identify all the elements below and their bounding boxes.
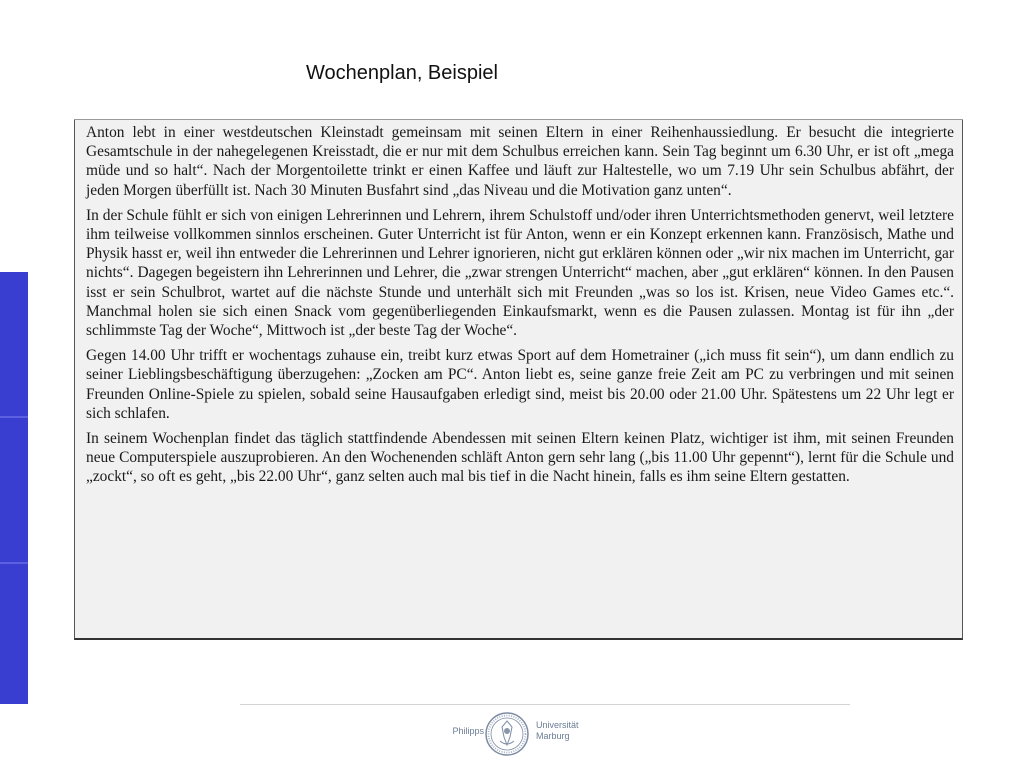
- accent-bar-divider: [0, 562, 28, 564]
- university-seal-icon: [484, 711, 530, 757]
- logo-text-universitaet: Universität: [536, 720, 579, 730]
- paragraph-3: Gegen 14.00 Uhr trifft er wochentags zuhause ein, treibt kurz etwas Sport auf dem Hometrainer („ich muss fit sein“), um dann endlich zu seiner Lieblingsbeschäftigung überzugehen: „Zocken am PC“. Anton liebt es, seine ganze freie Zeit am PC zu verbringen und mit seinen Freunden Online-Spiele zu spielen, sobald seine Hausaufgaben erledigt sind, meist bis 20.00 oder 21.00 Uhr. Spätestens um 22 Uhr legt er sich schlafen.: [86, 347, 954, 422]
- logo-text-philipps: Philipps: [452, 726, 484, 736]
- scanned-text-box: [74, 119, 963, 640]
- logo-text-university: [536, 720, 579, 742]
- paragraph-4: In seinem Wochenplan findet das täglich stattfindende Abendessen mit seinen Eltern keinen Platz, wichtiger ist ihm, mit seinen Freunden neue Computerspiele auszuprobieren. An den Wochenenden schläft Anton gern sehr lang („bis 11.00 Uhr gepennt“), lernt für die Schule und „zockt“, so oft es geht, „bis 22.00 Uhr“, ganz selten auch mal bis tief in die Nacht hinein, falls es ihm seine Eltern gestatten.: [86, 430, 954, 486]
- paragraph-2: In der Schule fühlt er sich von einigen Lehrerinnen und Lehrern, ihrem Schulstoff und/oder ihren Unterrichtsmethoden genervt, weil letztere ihm teilweise vollkommen sinnlos erscheinen. Guter Unterricht ist für Anton, wenn er ein Konzept erkennen kann. Französisch, Mathe und Physik hasst er, weil ihn entweder die Lehrerinnen und Lehrer ignorieren, nicht gut erklären können oder „wir nix machen im Unterricht, gar nichts“. Dagegen begeistern ihn Lehrerinnen und Lehrer, die „zwar strengen Unterricht“ machen, aber „gut erklären“ können. In den Pausen isst er sein Schulbrot, wartet auf die nächste Stunde und unterhält sich mit Freunden „was so los ist. Krisen, neue Video Games etc.“. Manchmal holen sie sich einen Snack vom gegenüberliegenden Einkaufsmarkt, wenn es die Pausen zulassen. Montag ist für ihn „der schlimmste Tag der Woche“, Mittwoch ist „der beste Tag der Woche“.: [86, 206, 954, 340]
- footer-divider: [240, 704, 850, 705]
- text-box-top-rule: [74, 119, 963, 120]
- slide-title: Wochenplan, Beispiel: [306, 62, 498, 84]
- university-logo: [446, 711, 596, 757]
- accent-bar-divider: [0, 416, 28, 418]
- logo-text-marburg: Marburg: [536, 731, 570, 741]
- paragraph-1: Anton lebt in einer westdeutschen Kleinstadt gemeinsam mit seinen Eltern in einer Reihenhaussiedlung. Er besucht die integrierte Gesamtschule in der nahegelegenen Kreisstadt, die er nur mit dem Schulbus erreichen kann. Sein Tag beginnt um 6.30 Uhr, er ist oft „mega müde und so halt“. Nach der Morgentoilette trinkt er einen Kaffee und läuft zur Haltestelle, wo um 7.19 Uhr sein Schulbus abfährt, der jeden Morgen überfüllt ist. Nach 30 Minuten Busfahrt sind „das Niveau und die Motivation ganz unten“.: [86, 124, 954, 199]
- left-accent-bar: [0, 272, 28, 704]
